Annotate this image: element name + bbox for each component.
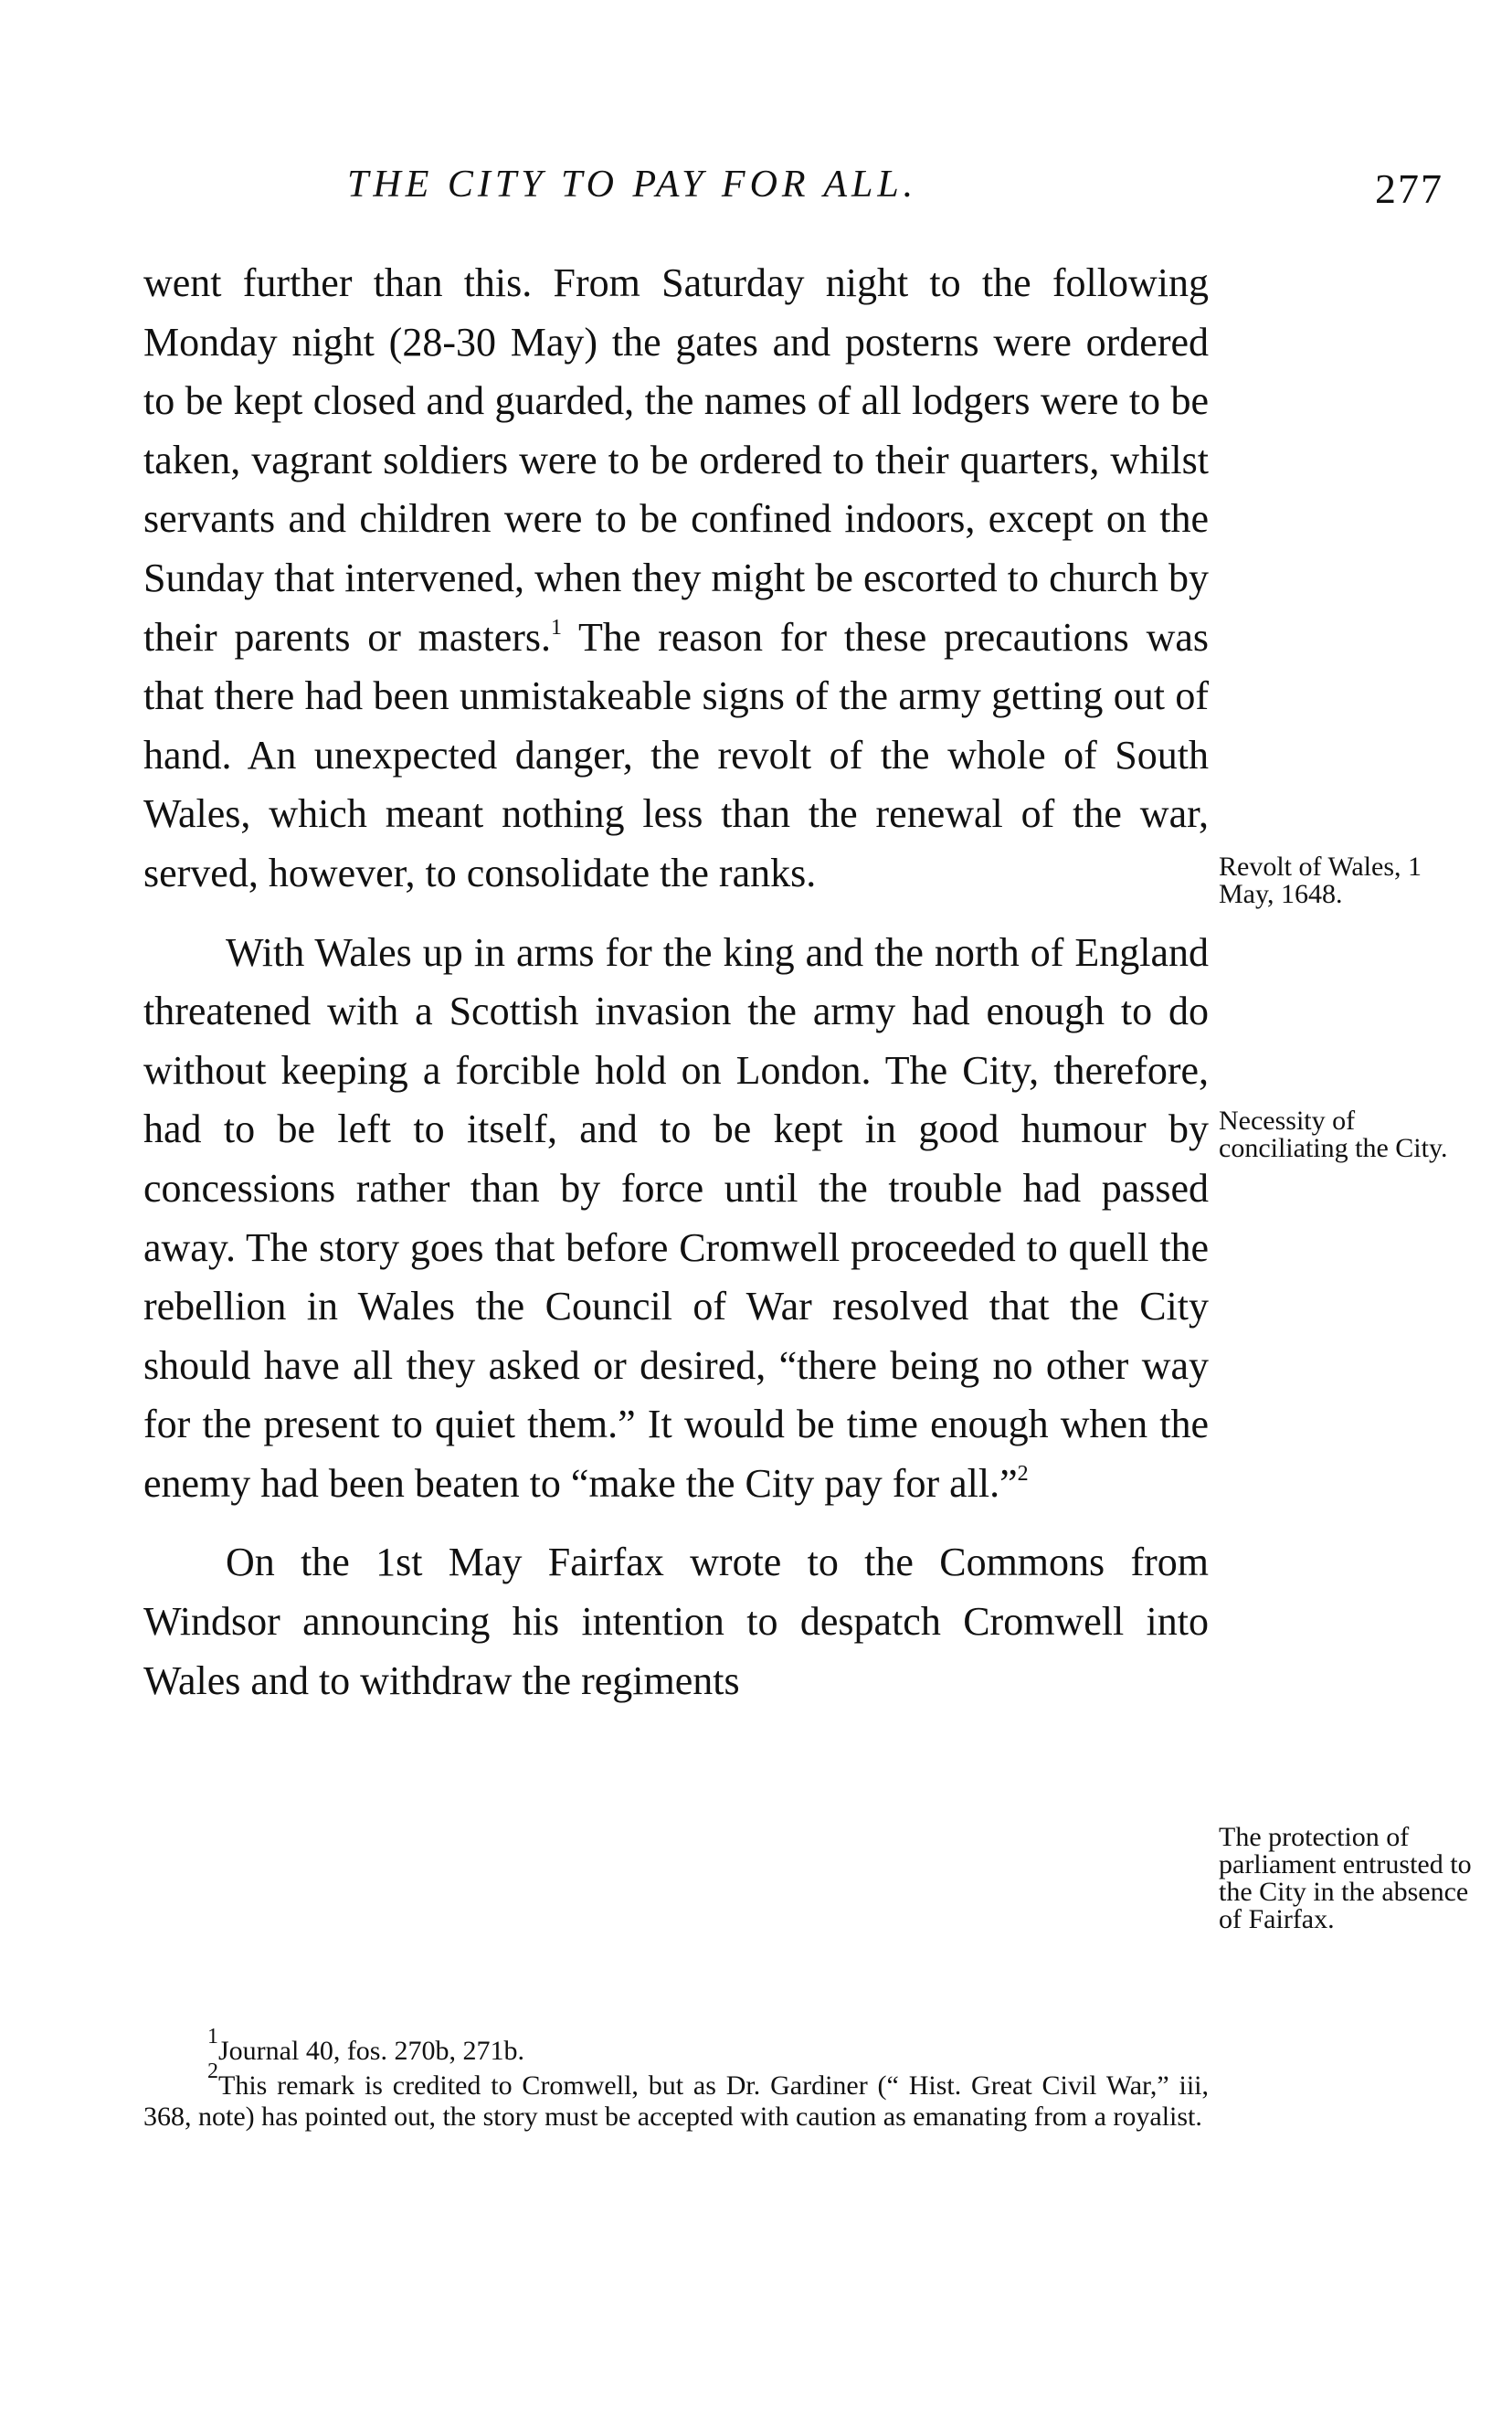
page-header	[146, 163, 1443, 217]
paragraph-2	[143, 924, 1209, 1514]
footnote-ref-1: 1	[551, 615, 563, 640]
paragraph-3	[143, 1533, 1209, 1710]
body-text	[143, 254, 1209, 1710]
sidenote-protection-of-parliament: The protection of parliament entrusted to the City in the absence of Fairfax.	[1219, 1822, 1472, 1934]
running-title: THE CITY TO PAY FOR ALL.	[347, 164, 918, 206]
footnote-1	[143, 2025, 1209, 2067]
page-number: 277	[1375, 165, 1443, 212]
paragraph-2-text: With Wales up in arms for the king and the north of England threatened with a Scottish invasion the army had enough to do without keeping a forcible hold on London. The City, therefore, had to be left to itself, and to be kept in good humour by concessions rather than by force until the trouble had passed away. The story goes that before Cromwell proceeded to quell the rebellion in Wales the Council of War resolved that the City should have all they asked or desired, “there being no other way for the present to quiet them.” It would be time enough when the enemy had been beaten to “make the City pay for all.”	[143, 929, 1209, 1506]
footnote-1-text: Journal 40, fos. 270b, 271b.	[218, 2036, 524, 2066]
sidenote-necessity-of-conciliating: Necessity of conciliating the City.	[1219, 1106, 1448, 1163]
footnote-2-text: This remark is credited to Cromwell, but as Dr. Gardiner (“ Hist. Great Civil War,” iii, 368, note) has pointed out, the story must be accepted with caution as emanating from a royalist.	[143, 2070, 1209, 2132]
footnote-ref-2: 2	[1017, 1461, 1029, 1486]
sidenote-revolt-of-wales: Revolt of Wales, 1 May, 1648.	[1219, 852, 1422, 909]
footnote-2-mark: 2	[207, 2059, 218, 2083]
footnote-1-mark: 1	[207, 2025, 218, 2049]
footnotes	[143, 2025, 1209, 2136]
paragraph-1-text-a: went further than this. From Saturday night to the following Monday night (28-30 May) the gates and posterns were ordered to be kept closed and guarded, the names of all lodgers were to be taken, vagrant soldiers were to be ordered to their quarters, whilst servants and children were to be confined indoors, except on the Sunday that intervened, when they might be escorted to church by their parents or masters.	[143, 260, 1209, 660]
footnote-2	[143, 2059, 1209, 2133]
paragraph-1	[143, 254, 1209, 904]
paragraph-1-text-b: The reason for these precautions was that there had been unmistakeable signs of the army getting out of hand. An unexpected danger, the revolt of the whole of South Wales, which meant nothing less than the renewal of the war, served, however, to consolidate the ranks.	[143, 614, 1209, 895]
paragraph-3-text: On the 1st May Fairfax wrote to the Commons from Windsor announcing his intention to despatch Cromwell into Wales and to withdraw the regiments	[143, 1540, 1209, 1703]
